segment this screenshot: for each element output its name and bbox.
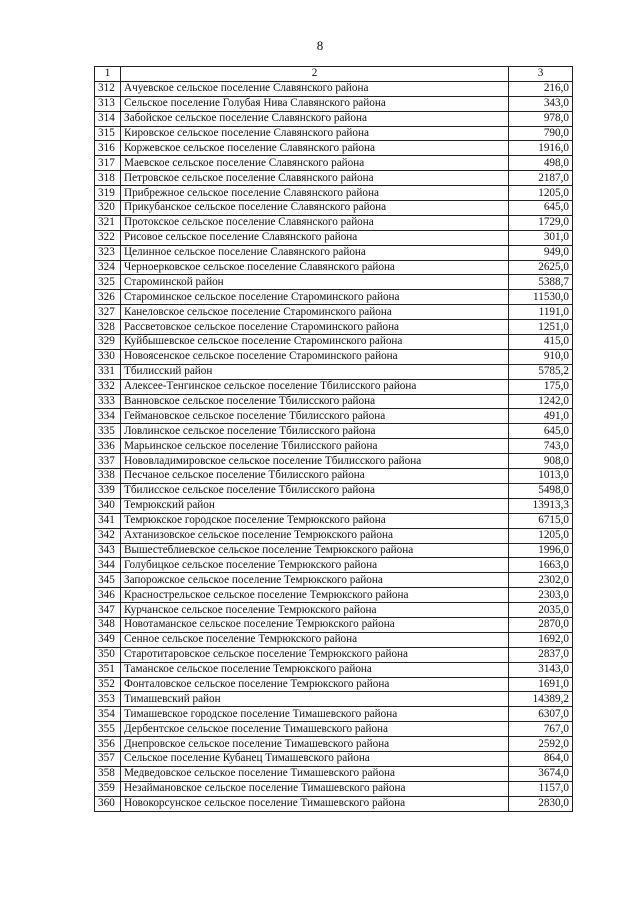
amount-value: 1692,0 [509,632,573,647]
table-row [95,588,573,603]
municipality-name: Рассветовское сельское поселение Староминского района [121,320,509,335]
row-number: 329 [95,335,121,350]
amount-value: 5498,0 [509,483,573,498]
amount-value: 1191,0 [509,305,573,320]
row-number: 356 [95,737,121,752]
table-row [95,677,573,692]
amount-value: 2830,0 [509,796,573,811]
municipality-name: Темрюкский район [121,498,509,513]
row-number: 318 [95,171,121,186]
row-number: 313 [95,96,121,111]
municipality-name: Дербентское сельское поселение Тимашевского района [121,722,509,737]
municipality-name: Ачуевское сельское поселение Славянского района [121,81,509,96]
amount-value: 2302,0 [509,573,573,588]
municipality-name: Тимашевский район [121,692,509,707]
municipality-name: Ахтанизовское сельское поселение Темрюкского района [121,528,509,543]
amount-value: 2870,0 [509,617,573,632]
amount-value: 1663,0 [509,558,573,573]
municipality-name: Днепровское сельское поселение Тимашевского района [121,737,509,752]
table-row [95,543,573,558]
amount-value: 1013,0 [509,469,573,484]
table-row [95,781,573,796]
municipality-name: Курчанское сельское поселение Темрюкского района [121,603,509,618]
amount-value: 6307,0 [509,707,573,722]
table-row [95,186,573,201]
table-row [95,394,573,409]
municipality-name: Голубицкое сельское поселение Темрюкского района [121,558,509,573]
amount-value: 3143,0 [509,662,573,677]
amount-value: 1242,0 [509,394,573,409]
municipality-name: Незаймановское сельское поселение Тимашевского района [121,781,509,796]
table-row [95,558,573,573]
row-number: 338 [95,469,121,484]
table-body [95,81,573,811]
amount-value: 2592,0 [509,737,573,752]
header-col-2: 2 [121,67,509,82]
amount-value: 175,0 [509,379,573,394]
data-table [94,66,573,812]
row-number: 334 [95,409,121,424]
table-row [95,260,573,275]
amount-value: 743,0 [509,439,573,454]
table-row [95,603,573,618]
row-number: 317 [95,156,121,171]
municipality-name: Новотаманское сельское поселение Темрюкского района [121,617,509,632]
municipality-name: Сельское поселение Кубанец Тимашевского района [121,751,509,766]
row-number: 357 [95,751,121,766]
table-row [95,215,573,230]
amount-value: 2187,0 [509,171,573,186]
row-number: 333 [95,394,121,409]
row-number: 330 [95,349,121,364]
municipality-name: Сельское поселение Голубая Нива Славянского района [121,96,509,111]
row-number: 331 [95,364,121,379]
municipality-name: Староминской район [121,275,509,290]
table-row [95,111,573,126]
amount-value: 301,0 [509,230,573,245]
municipality-name: Маевское сельское поселение Славянского района [121,156,509,171]
page-number: 8 [316,38,324,53]
municipality-name: Куйбышевское сельское поселение Староминского района [121,335,509,350]
amount-value: 11530,0 [509,290,573,305]
municipality-name: Коржевское сельское поселение Славянского района [121,141,509,156]
municipality-name: Таманское сельское поселение Темрюкского района [121,662,509,677]
row-number: 336 [95,439,121,454]
row-number: 341 [95,513,121,528]
row-number: 319 [95,186,121,201]
amount-value: 6715,0 [509,513,573,528]
amount-value: 645,0 [509,424,573,439]
table-row [95,275,573,290]
table-row [95,305,573,320]
amount-value: 978,0 [509,111,573,126]
table-row [95,498,573,513]
municipality-name: Рисовое сельское поселение Славянского района [121,230,509,245]
amount-value: 3674,0 [509,766,573,781]
amount-value: 216,0 [509,81,573,96]
municipality-name: Забойское сельское поселение Славянского района [121,111,509,126]
amount-value: 491,0 [509,409,573,424]
amount-value: 908,0 [509,454,573,469]
table-row [95,349,573,364]
municipality-name: Алексее-Тенгинское сельское поселение Тбилисского района [121,379,509,394]
municipality-name: Нововладимировское сельское поселение Тбилисского района [121,454,509,469]
row-number: 354 [95,707,121,722]
municipality-name: Тимашевское городское поселение Тимашевского района [121,707,509,722]
table-row [95,245,573,260]
table-row [95,483,573,498]
municipality-name: Марьинское сельское поселение Тбилисского района [121,439,509,454]
amount-value: 864,0 [509,751,573,766]
row-number: 326 [95,290,121,305]
table-row [95,81,573,96]
municipality-name: Ловлинское сельское поселение Тбилисского района [121,424,509,439]
row-number: 337 [95,454,121,469]
row-number: 350 [95,647,121,662]
amount-value: 5785,2 [509,364,573,379]
municipality-name: Прибрежное сельское поселение Славянского района [121,186,509,201]
municipality-name: Песчаное сельское поселение Тбилисского района [121,469,509,484]
row-number: 327 [95,305,121,320]
header-row [95,67,573,82]
municipality-name: Краснострельское сельское поселение Темрюкского района [121,588,509,603]
amount-value: 1251,0 [509,320,573,335]
amount-value: 14389,2 [509,692,573,707]
amount-value: 1729,0 [509,215,573,230]
amount-value: 2837,0 [509,647,573,662]
table-row [95,796,573,811]
row-number: 328 [95,320,121,335]
row-number: 349 [95,632,121,647]
amount-value: 767,0 [509,722,573,737]
municipality-name: Фонталовское сельское поселение Темрюкского района [121,677,509,692]
municipality-name: Медведовское сельское поселение Тимашевского района [121,766,509,781]
municipality-name: Черноерковское сельское поселение Славянского района [121,260,509,275]
amount-value: 343,0 [509,96,573,111]
row-number: 344 [95,558,121,573]
amount-value: 1691,0 [509,677,573,692]
row-number: 316 [95,141,121,156]
row-number: 323 [95,245,121,260]
table-row [95,126,573,141]
table-row [95,766,573,781]
table-row [95,573,573,588]
table-row [95,707,573,722]
table-row [95,647,573,662]
row-number: 315 [95,126,121,141]
municipality-name: Тбилисское сельское поселение Тбилисского района [121,483,509,498]
amount-value: 2303,0 [509,588,573,603]
row-number: 355 [95,722,121,737]
table-row [95,469,573,484]
table-row [95,335,573,350]
amount-value: 949,0 [509,245,573,260]
row-number: 320 [95,201,121,216]
row-number: 346 [95,588,121,603]
row-number: 347 [95,603,121,618]
amount-value: 910,0 [509,349,573,364]
header-col-1: 1 [95,67,121,82]
table-row [95,171,573,186]
row-number: 340 [95,498,121,513]
municipality-name: Петровское сельское поселение Славянского района [121,171,509,186]
municipality-name: Геймановское сельское поселение Тбилисского района [121,409,509,424]
row-number: 348 [95,617,121,632]
row-number: 342 [95,528,121,543]
row-number: 325 [95,275,121,290]
municipality-name: Староминское сельское поселение Староминского района [121,290,509,305]
amount-value: 13913,3 [509,498,573,513]
table-row [95,528,573,543]
row-number: 339 [95,483,121,498]
row-number: 351 [95,662,121,677]
table-row [95,737,573,752]
table-row [95,379,573,394]
amount-value: 498,0 [509,156,573,171]
amount-value: 2035,0 [509,603,573,618]
row-number: 358 [95,766,121,781]
municipality-name: Прикубанское сельское поселение Славянского района [121,201,509,216]
table-row [95,409,573,424]
table-row [95,617,573,632]
municipality-name: Тбилисский район [121,364,509,379]
municipality-name: Сенное сельское поселение Темрюкского района [121,632,509,647]
row-number: 322 [95,230,121,245]
amount-value: 1205,0 [509,528,573,543]
municipality-name: Вышестеблиевское сельское поселение Темрюкского района [121,543,509,558]
row-number: 359 [95,781,121,796]
municipality-name: Новокорсунское сельское поселение Тимашевского района [121,796,509,811]
municipality-name: Кировское сельское поселение Славянского района [121,126,509,141]
row-number: 360 [95,796,121,811]
table-row [95,230,573,245]
municipality-name: Целинное сельское поселение Славянского района [121,245,509,260]
row-number: 353 [95,692,121,707]
municipality-name: Старотитаровское сельское поселение Темрюкского района [121,647,509,662]
table-row [95,454,573,469]
table-row [95,751,573,766]
table-row [95,320,573,335]
table-row [95,722,573,737]
amount-value: 415,0 [509,335,573,350]
municipality-name: Новоясенское сельское поселение Староминского района [121,349,509,364]
table-row [95,290,573,305]
row-number: 335 [95,424,121,439]
row-number: 324 [95,260,121,275]
table-row [95,662,573,677]
table-row [95,156,573,171]
table-row [95,439,573,454]
amount-value: 1157,0 [509,781,573,796]
row-number: 345 [95,573,121,588]
municipality-name: Запорожское сельское поселение Темрюкского района [121,573,509,588]
amount-value: 790,0 [509,126,573,141]
municipality-name: Ванновское сельское поселение Тбилисского района [121,394,509,409]
row-number: 352 [95,677,121,692]
municipality-name: Протокское сельское поселение Славянского района [121,215,509,230]
header-col-3: 3 [509,67,573,82]
row-number: 314 [95,111,121,126]
municipality-name: Канеловское сельское поселение Староминского района [121,305,509,320]
table-row [95,141,573,156]
table-row [95,692,573,707]
row-number: 332 [95,379,121,394]
table-row [95,96,573,111]
table-row [95,513,573,528]
amount-value: 1996,0 [509,543,573,558]
amount-value: 1916,0 [509,141,573,156]
table-row [95,632,573,647]
amount-value: 1205,0 [509,186,573,201]
row-number: 343 [95,543,121,558]
row-number: 312 [95,81,121,96]
row-number: 321 [95,215,121,230]
table-row [95,424,573,439]
amount-value: 2625,0 [509,260,573,275]
amount-value: 645,0 [509,201,573,216]
table-row [95,364,573,379]
municipality-name: Темрюкское городское поселение Темрюкского района [121,513,509,528]
amount-value: 5388,7 [509,275,573,290]
table-row [95,201,573,216]
